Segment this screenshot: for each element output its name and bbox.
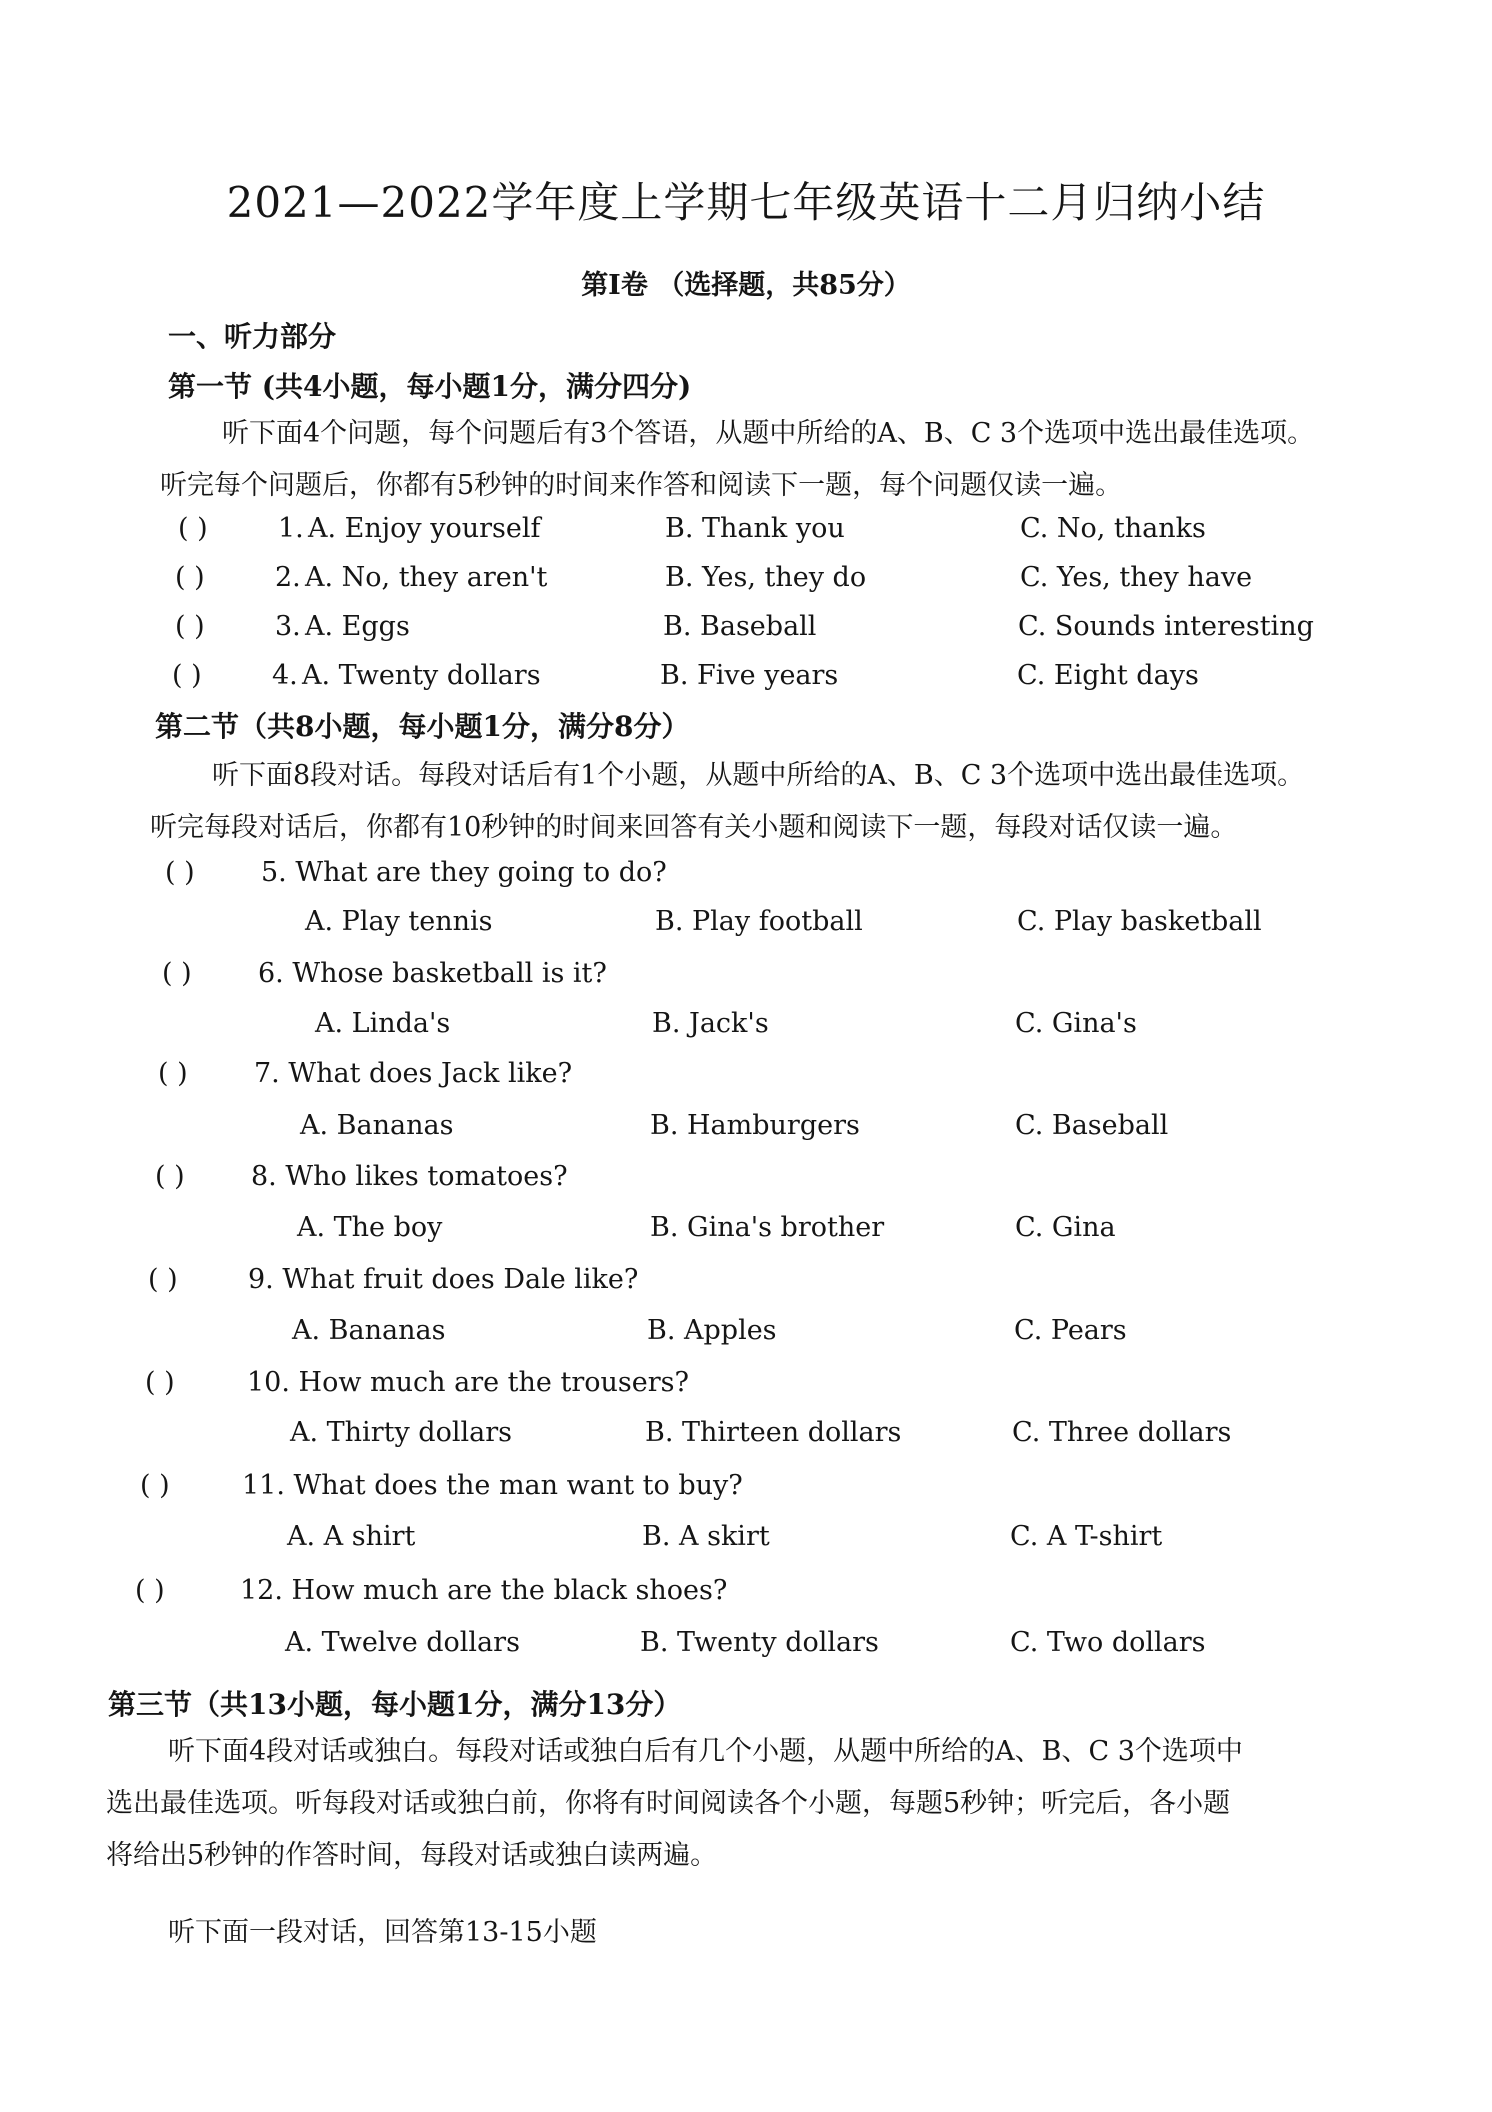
section1-instructions	[160, 408, 1430, 512]
option-b: B. Hamburgers	[650, 1110, 860, 1141]
section3-heading: 第三节（共13小题，每小题1分，满分13分）	[108, 1688, 682, 1721]
question-text: 12. How much are the black shoes?	[240, 1575, 728, 1606]
instruction-line: 听下面4段对话或独白。每段对话或独白后有几个小题，从题中所给的A、B、C 3个选项中	[168, 1736, 1243, 1767]
question-row	[140, 1470, 1140, 1506]
answer-blank[interactable]: ( )	[135, 1575, 165, 1606]
option-a: A. Eggs	[305, 611, 410, 642]
option-a: A. No, they aren't	[305, 562, 548, 593]
option-b: B. Apples	[647, 1315, 777, 1346]
question-number: 3.	[275, 611, 301, 642]
instruction-line: 将给出5秒钟的作答时间，每段对话或独白读两遍。	[106, 1840, 718, 1871]
question-text: 8. Who likes tomatoes?	[251, 1161, 568, 1192]
option-b: B. Jack's	[652, 1008, 769, 1039]
options-row	[300, 1110, 1350, 1146]
question-row	[145, 1367, 1145, 1403]
option-c: C. Play basketball	[1017, 906, 1262, 937]
options-row	[297, 1212, 1347, 1248]
option-b: B. Five years	[660, 660, 839, 691]
question-row	[135, 1575, 1135, 1611]
instruction-line: 听下面4个问题，每个问题后有3个答语，从题中所给的A、B、C 3个选项中选出最佳选项。	[222, 418, 1315, 449]
part-heading: 一、听力部分	[168, 320, 337, 353]
option-c: C. Eight days	[1017, 660, 1199, 691]
option-b: B. Thirteen dollars	[645, 1417, 902, 1448]
option-c: C. Two dollars	[1010, 1627, 1206, 1658]
options-row	[315, 1008, 1365, 1044]
question-text: 6. Whose basketball is it?	[258, 958, 607, 989]
instruction-line: 听完每段对话后，你都有10秒钟的时间来回答有关小题和阅读下一题，每段对话仅读一遍。	[150, 812, 1238, 843]
page-title: 2021—2022学年度上学期七年级英语十二月归纳小结	[226, 178, 1266, 227]
option-c: C. No, thanks	[1020, 513, 1206, 544]
question-number: 4.	[272, 660, 298, 691]
instruction-line: 听下面8段对话。每段对话后有1个小题，从题中所给的A、B、C 3个选项中选出最佳选项。	[212, 760, 1305, 791]
question-number: 1.	[278, 513, 304, 544]
section2-heading: 第二节（共8小题，每小题1分，满分8分）	[155, 710, 690, 743]
option-a: A. Play tennis	[305, 906, 493, 937]
option-a: A. Bananas	[300, 1110, 454, 1141]
paper-subtitle: 第Ⅰ卷 （选择题，共85分）	[581, 270, 911, 301]
question-row	[162, 958, 1162, 994]
question-text: 10. How much are the trousers?	[247, 1367, 689, 1398]
section3-instructions	[106, 1726, 1376, 1882]
option-c: C. A T-shirt	[1010, 1521, 1163, 1552]
options-row	[292, 1315, 1342, 1351]
question-row	[158, 1058, 1158, 1094]
option-b: B. A skirt	[642, 1521, 770, 1552]
option-a: A. Twelve dollars	[285, 1627, 520, 1658]
listening-note: 听下面一段对话，回答第13-15小题	[168, 1917, 597, 1948]
answer-blank[interactable]: ( )	[178, 513, 208, 544]
option-a: A. Linda's	[315, 1008, 451, 1039]
option-c: C. Sounds interesting	[1018, 611, 1314, 642]
options-row	[285, 1627, 1335, 1663]
question-text: 11. What does the man want to buy?	[242, 1470, 743, 1501]
question-row	[175, 611, 1315, 647]
question-row	[148, 1264, 1148, 1300]
answer-blank[interactable]: ( )	[155, 1161, 185, 1192]
option-a: A. Bananas	[292, 1315, 446, 1346]
answer-blank[interactable]: ( )	[175, 611, 205, 642]
answer-blank[interactable]: ( )	[140, 1470, 170, 1501]
question-row	[172, 660, 1312, 696]
option-c: C. Gina	[1015, 1212, 1116, 1243]
options-row	[287, 1521, 1337, 1557]
option-a: A. Enjoy yourself	[308, 513, 541, 544]
option-c: C. Gina's	[1015, 1008, 1137, 1039]
question-row	[178, 513, 1318, 549]
answer-blank[interactable]: ( )	[162, 958, 192, 989]
option-c: C. Pears	[1014, 1315, 1127, 1346]
option-c: C. Three dollars	[1012, 1417, 1232, 1448]
option-a: A. Thirty dollars	[290, 1417, 512, 1448]
answer-blank[interactable]: ( )	[158, 1058, 188, 1089]
section1-heading: 第一节 (共4小题，每小题1分，满分四分)	[168, 370, 692, 403]
option-b: B. Gina's brother	[650, 1212, 885, 1243]
question-text: 5. What are they going to do?	[261, 857, 667, 888]
option-a: A. A shirt	[287, 1521, 416, 1552]
answer-blank[interactable]: ( )	[165, 857, 195, 888]
question-number: 2.	[275, 562, 301, 593]
option-b: B. Baseball	[663, 611, 817, 642]
option-c: C. Yes, they have	[1020, 562, 1253, 593]
option-b: B. Thank you	[665, 513, 845, 544]
section2-instructions	[150, 750, 1420, 854]
option-b: B. Yes, they do	[665, 562, 867, 593]
instruction-line: 听完每个问题后，你都有5秒钟的时间来作答和阅读下一题，每个问题仅读一遍。	[160, 470, 1123, 501]
option-a: A. Twenty dollars	[302, 660, 541, 691]
option-c: C. Baseball	[1015, 1110, 1169, 1141]
answer-blank[interactable]: ( )	[172, 660, 202, 691]
answer-blank[interactable]: ( )	[175, 562, 205, 593]
question-row	[175, 562, 1315, 598]
option-a: A. The boy	[297, 1212, 443, 1243]
option-b: B. Play football	[655, 906, 863, 937]
question-row	[165, 857, 1165, 893]
options-row	[290, 1417, 1340, 1453]
answer-blank[interactable]: ( )	[148, 1264, 178, 1295]
option-b: B. Twenty dollars	[640, 1627, 879, 1658]
answer-blank[interactable]: ( )	[145, 1367, 175, 1398]
options-row	[305, 906, 1355, 942]
question-text: 7. What does Jack like?	[254, 1058, 573, 1089]
question-row	[155, 1161, 1155, 1197]
question-text: 9. What fruit does Dale like?	[248, 1264, 639, 1295]
instruction-line: 选出最佳选项。听每段对话或独白前，你将有时间阅读各个小题，每题5秒钟；听完后，各小题	[106, 1788, 1231, 1819]
